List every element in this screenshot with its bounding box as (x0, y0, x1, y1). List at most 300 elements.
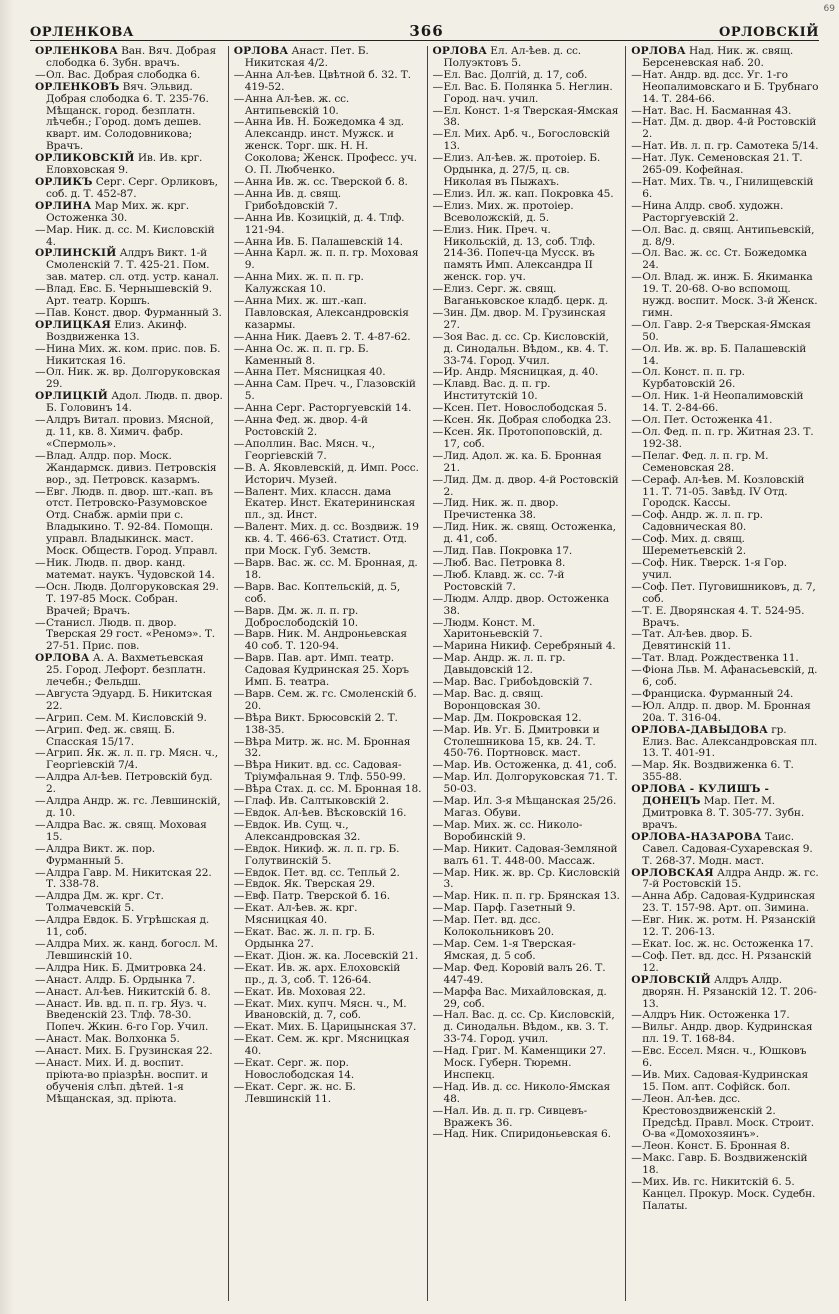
repeat-dash: — (35, 914, 46, 927)
repeat-dash: — (233, 807, 245, 819)
directory-entry (631, 534, 819, 558)
surname-heading: ОРЛОВА (233, 46, 289, 57)
entry-text: Пав. Конст. двор. Фурманный 3. (46, 306, 222, 319)
repeat-dash: — (432, 545, 443, 558)
entry-text: Ив. Ив. крг. Еловховская 9. (46, 152, 203, 177)
entry-text: Мар. Ив. Уг. Б. Дмитровки и Столешникова 15, кв. 24. Т. 450-76. Портновск. маст. (443, 723, 600, 760)
repeat-dash: — (432, 592, 443, 605)
corner-mark: 69 (823, 4, 835, 14)
directory-entry (234, 379, 422, 403)
directory-entry (433, 618, 621, 642)
directory-entry (234, 629, 422, 653)
entry-text: Глаф. Ив. Салтыковскій 2. (244, 795, 389, 808)
directory-entry (631, 701, 819, 725)
entry-text: Тат. Влад. Рождественка 11. (642, 652, 799, 665)
directory-entry (631, 915, 819, 939)
directory-entry (631, 1046, 819, 1070)
entry-text: Ол. Фед. п. п. гр. Житная 23. Т. 192-38. (642, 426, 814, 450)
entry-text: Елиз. Ник. Преч. ч. Никольскій, д. 13, соб. Тлф. 214-36. Попеч-ца Мусск. въ память Имп. Александра II женск. гор. уч. (443, 223, 596, 284)
entry-text: Валент. Мих. классн. дама Екатер. Инст. Екатерининская пл., зд. Инст. (244, 485, 416, 522)
directory-columns (30, 46, 824, 1301)
entry-text: Фіона Льв. М. Афанасьевскій, д. 6, соб. (642, 664, 818, 689)
surname-heading: ОРЛОВА (35, 652, 90, 665)
directory-entry (234, 248, 422, 272)
entry-text: Мар. Ник. д. сс. М. Кисловскій 4. (46, 223, 215, 248)
directory-entry (631, 1177, 819, 1213)
repeat-dash: — (233, 949, 245, 962)
repeat-dash: — (631, 890, 642, 903)
repeat-dash: — (35, 842, 46, 855)
directory-entry (35, 653, 223, 689)
entry-text: Евдок. Як. Тверская 29. (244, 878, 376, 891)
repeat-dash: — (35, 223, 46, 236)
directory-entry (433, 46, 621, 70)
repeat-dash: — (432, 283, 443, 296)
directory-entry (433, 844, 621, 868)
entry-text: Екат. Ив. ж. арх. Елоховскій пр., д. 3, соб. Т. 126-64. (244, 961, 401, 986)
entry-text: В. А. Яковлевскій, д. Имп. Росс. Историч. Музей. (244, 461, 419, 486)
repeat-dash: — (233, 842, 245, 855)
repeat-dash: — (631, 652, 642, 665)
directory-entry (631, 1153, 819, 1177)
repeat-dash: — (35, 306, 46, 319)
directory-entry (631, 510, 819, 534)
repeat-dash: — (432, 711, 443, 724)
repeat-dash: — (233, 652, 245, 665)
entry-text: Мар. Ник. ж. вр. Ср. Кисловскій 3. (443, 866, 621, 891)
entry-text: Людм. Алдр. двор. Остоженка 38. (443, 592, 610, 617)
entry-text: Вяч. Эльвид. Добрая слободка 6. Т. 235-76. Мѣщанск. город. безплатн. лѣчебн.; Город. домъ дешев. кварт. им. Солодовникова; Врачъ. (46, 80, 209, 153)
directory-entry (433, 153, 621, 189)
surname-heading: ОРЛЕНКОВА (35, 46, 118, 57)
repeat-dash: — (432, 771, 443, 784)
entry-text: Серг. Серг. Орликовъ, соб. д. Т. 452-87. (46, 175, 218, 200)
directory-entry (35, 999, 223, 1035)
entry-text: Влад. Алдр. пор. Моск. Жандармск. дивиз. Петровскія вор., зд. Петровск. казармъ. (46, 449, 217, 486)
surname-heading: ОРЛОВСКАЯ (631, 866, 714, 879)
repeat-dash: — (35, 68, 46, 81)
repeat-dash: — (35, 973, 46, 986)
entry-text: Зоя Вас. д. сс. Ср. Кисловскій, д. Синодальн. Вѣдом., кв. 4. Т. 33-74. Город. Учил. (443, 330, 609, 367)
directory-entry (433, 522, 621, 546)
repeat-dash: — (233, 1033, 245, 1046)
entry-text: Вѣра Стах. д. сс. М. Бронная 18. (244, 783, 422, 796)
entry-text: Осн. Людв. Долгоруковская 29. Т. 197-85 Моск. Собран. Врачей; Врачъ. (46, 580, 219, 617)
entry-text: Анна Ос. ж. п. п. гр. Б. Каменный 8. (244, 342, 369, 367)
directory-entry (433, 106, 621, 130)
directory-entry (35, 939, 223, 963)
directory-entry (35, 689, 223, 713)
directory-entry (35, 82, 223, 153)
entry-text: Ник. Людв. п. двор. канд. математ. наукъ. Чудовской 14. (46, 556, 215, 581)
entry-text: Ол. Гавр. 2-я Тверская-Ямская 50. (642, 318, 811, 343)
entry-text: Анна Ив. Козицкій, д. 4. Тлф. 121-94. (244, 211, 405, 236)
entry-text: Ол. Ник. ж. вр. Долгоруковская 29. (46, 366, 221, 391)
directory-entry (433, 129, 621, 153)
directory-entry (35, 1058, 223, 1106)
repeat-dash: — (432, 449, 443, 462)
repeat-dash: — (35, 937, 46, 950)
surname-heading: ОРЛОВСКІЙ (631, 973, 711, 986)
repeat-dash: — (432, 1009, 443, 1022)
repeat-dash: — (432, 795, 443, 808)
entry-text: Вѣра Никит. вд. сс. Садовая-Трiумфальная 9. Тлф. 550-99. (244, 759, 406, 784)
entry-text: Вильг. Андр. двор. Кудринская пл. 19. Т. 168-84. (642, 1021, 813, 1046)
entry-text: Ол. Ник. 1-й Неопалимовскій 14. Т. 2-84-66. (642, 390, 804, 415)
entry-text: Соф. Ник. Тверск. 1-я Гор. учил. (642, 556, 787, 581)
repeat-dash: — (35, 485, 46, 498)
directory-entry (631, 975, 819, 1011)
entry-text: Юл. Алдр. п. двор. М. Бронная 20а. Т. 316-04. (642, 699, 811, 724)
directory-entry (234, 713, 422, 737)
repeat-dash: — (233, 68, 245, 81)
entry-text: Мар. Сем. 1-я Тверская-Ямская, д. 5 соб. (443, 937, 576, 962)
repeat-dash: — (631, 473, 642, 486)
repeat-dash: — (233, 1057, 245, 1070)
entry-text: Варв. Вас. Коптельскій, д. 5, соб. (244, 580, 401, 605)
repeat-dash: — (35, 997, 46, 1010)
directory-entry (433, 498, 621, 522)
repeat-dash: — (35, 283, 46, 296)
directory-entry (35, 618, 223, 654)
entry-text: Ир. Андр. Мясницкая, д. 40. (443, 366, 599, 379)
entry-text: Агрип. Сем. М. Кисловскій 9. (46, 711, 207, 724)
entry-text: Екат. Мих. купч. Мясн. ч., М. Ивановскій, д. 7, соб. (244, 997, 407, 1022)
repeat-dash: — (432, 961, 443, 974)
entry-text: Вѣра Викт. Брюсовскій 2. Т. 138-35. (244, 711, 398, 736)
directory-entry (631, 367, 819, 391)
directory-entry (433, 475, 621, 499)
repeat-dash: — (233, 580, 245, 593)
entry-text: Лид. Пав. Покровка 17. (443, 545, 573, 558)
directory-entry (433, 201, 621, 225)
entry-text: Люб. Клавд. ж. сс. 7-й Ростовскій 7. (443, 568, 565, 593)
surname-heading: ОРЛОВА-НАЗАРОВА (631, 830, 762, 843)
directory-entry (234, 820, 422, 844)
repeat-dash: — (631, 1092, 642, 1105)
scan-edge-shadow (0, 0, 14, 1314)
directory-entry (433, 1106, 621, 1130)
entry-text: Нал. Ив. д. п. гр. Сивцевъ-Вражекъ 36. (443, 1104, 588, 1129)
entry-text: Мар. Пет. М. Дмитровка 8. Т. 305-77. Зубн. врачъ. (642, 795, 805, 831)
entry-text: Ол. Пет. Остоженка 41. (642, 414, 773, 427)
entry-text: Анна Мих. ж. шт.-кап. Павловская, Александровскія казармы. (244, 295, 409, 331)
entry-text: Над. Ник. ж. свящ. Берсеневская наб. 20. (642, 46, 794, 69)
repeat-dash: — (631, 1045, 642, 1058)
repeat-dash: — (233, 247, 245, 260)
repeat-dash: — (631, 1176, 642, 1189)
entry-text: Агрип. Як. ж. л. п. гр. Мясн. ч., Георгіевскій 7/4. (46, 747, 218, 772)
surname-heading: ОРЛОВА - КУЛИШЪ - ДОНЕЦЪ (631, 783, 770, 808)
directory-entry (433, 1082, 621, 1106)
surname-heading: ОРЛЕНКОВЪ (35, 80, 120, 93)
entry-text: Екат. Вас. ж. л. п. гр. Б. Ордынка 27. (244, 926, 375, 950)
directory-entry (433, 225, 621, 285)
directory-entry (433, 1129, 621, 1141)
entry-text: Ксен. Пет. Новослободская 5. (443, 402, 607, 415)
repeat-dash: — (631, 199, 642, 212)
repeat-dash: — (35, 366, 46, 379)
directory-entry (234, 415, 422, 439)
entry-text: Мар. Ник. п. п. гр. Брянская 13. (443, 890, 620, 903)
directory-entry (433, 1046, 621, 1082)
entry-text: Над. Ив. д. сс. Николо-Ямская 48. (443, 1080, 611, 1105)
entry-text: Анна Фед. ж. двор. 4-й Ростовскій 2. (244, 414, 368, 438)
repeat-dash: — (432, 914, 443, 927)
directory-entry (631, 629, 819, 653)
entry-text: Тат. Ал-ѣев. двор. Б. Девятинскій 11. (642, 628, 753, 653)
repeat-dash: — (631, 1009, 642, 1022)
entry-text: Варв. Дм. ж. л. п. гр. Доброслободскій 10. (244, 604, 359, 629)
entry-text: Ол. Ив. ж. вр. Б. Палашевскій 14. (642, 342, 807, 367)
directory-entry (433, 594, 621, 618)
entry-text: Анна Карл. ж. п. п. гр. Моховая 9. (244, 247, 419, 272)
repeat-dash: — (432, 473, 443, 486)
repeat-dash: — (35, 711, 46, 724)
repeat-dash: — (233, 961, 245, 974)
repeat-dash: — (35, 1057, 46, 1070)
entry-text: Алдръ Алдр. дворян. Н. Рязанскій 12. Т. 206-13. (642, 973, 817, 1010)
entry-text: Ол. Влад. ж. инж. Б. Якиманка 19. Т. 20-68. О-во вспомощ. нужд. воспит. Моск. 3-й Женск. гимн. (642, 271, 818, 319)
entry-text: Клавд. Вас. д. п. гр. Институтскій 10. (443, 378, 551, 403)
entry-text: Анаст. Ив. вд. п. п. гр. Яуз. ч. Введенскій 23. Тлф. 78-30. Попеч. Жкин. 6-го Гор. Учил. (46, 997, 209, 1034)
directory-entry (234, 999, 422, 1023)
directory-entry (631, 558, 819, 582)
repeat-dash: — (233, 628, 245, 641)
entry-text: Адол. Людв. п. двор. Б. Головинъ 14. (46, 390, 223, 415)
repeat-dash: — (432, 759, 443, 772)
entry-text: Анна Сам. Преч. ч., Глазовскій 5. (244, 378, 416, 403)
directory-entry (631, 153, 819, 177)
repeat-dash: — (432, 223, 443, 236)
repeat-dash: — (233, 116, 245, 129)
entry-text: Ксен. Як. Протопоповскій, д. 17, соб. (443, 426, 603, 450)
running-head-right: ОРЛОВСКІЙ (719, 25, 819, 40)
entry-text: Ол. Вас. ж. сс. Ст. Божедомка 24. (642, 247, 807, 272)
surname-heading: ОРЛИЦКАЯ (35, 318, 112, 331)
entry-text: Нат. Ив. л. п. гр. Самотека 5/14. (642, 140, 819, 153)
repeat-dash: — (233, 211, 245, 224)
repeat-dash: — (233, 414, 245, 427)
directory-entry (234, 760, 422, 784)
column-2 (229, 46, 428, 1301)
entry-text: Елиз. Мих. ж. протоіер. Всеволожскій, д. 5. (443, 199, 574, 224)
directory-entry (234, 1034, 422, 1058)
entry-text: Алдръ Витал. провиз. Мясной, д. 11, кв. 8. Химич. фабр. «Спермоль». (46, 414, 214, 450)
directory-entry (35, 725, 223, 749)
repeat-dash: — (432, 497, 443, 510)
repeat-dash: — (233, 295, 245, 308)
directory-entry (433, 796, 621, 820)
repeat-dash: — (432, 378, 443, 391)
directory-entry (433, 915, 621, 939)
entry-text: Мар. Вас. Грибоѣдовскій 7. (443, 676, 593, 689)
directory-entry (433, 451, 621, 475)
directory-entry (631, 225, 819, 249)
repeat-dash: — (432, 1080, 443, 1093)
entry-text: Елиз. Серг. ж. свящ. Ваганьковское кладб. церк. д. (443, 283, 608, 308)
repeat-dash: — (35, 747, 46, 760)
entry-text: Анаст. Мих. И. д. воспит. пріюта-во пріазрѣн. воспит. и обученія слѣп. дѣтей. 1-я Мѣщанская, зд. пріюта. (46, 1057, 208, 1105)
repeat-dash: — (233, 402, 245, 415)
entry-text: Над. Григ. М. Каменщики 27. Моск. Губерн. Тюремн. Инспекц. (443, 1045, 606, 1081)
repeat-dash: — (432, 842, 443, 855)
entry-text: Ел. Мих. Арб. ч., Богословскій 13. (443, 128, 610, 153)
repeat-dash: — (233, 711, 245, 724)
surname-heading: ОРЛИЦКІЙ (35, 390, 109, 403)
directory-entry (631, 725, 819, 761)
directory-entry (234, 582, 422, 606)
directory-entry (234, 653, 422, 689)
repeat-dash: — (432, 723, 443, 736)
repeat-dash: — (233, 485, 245, 498)
entry-text: Елиз. Ил. ж. кап. Покровка 45. (443, 187, 614, 200)
entry-text: Екат. Діон. ж. ка. Лосевскій 21. (244, 949, 419, 962)
entry-text: Ол. Конст. п. п. гр. Курбатовскій 26. (642, 366, 745, 391)
repeat-dash: — (631, 604, 642, 617)
repeat-dash: — (432, 866, 443, 879)
column-1 (30, 46, 229, 1301)
surname-heading: ОРЛОВА (631, 46, 686, 57)
repeat-dash: — (432, 306, 443, 319)
directory-entry (234, 487, 422, 523)
directory-entry (35, 796, 223, 820)
repeat-dash: — (233, 175, 245, 188)
entry-text: Нат. Лук. Семеновская 21. Т. 265-09. Кофейная. (642, 152, 803, 177)
entry-text: Зин. Дм. двор. М. Грузинская 27. (443, 306, 606, 331)
entry-text: Анна Абр. Садовая-Кудринская 23. Т. 157-98. Арт. оп. Зимина. (642, 890, 816, 915)
directory-entry (234, 344, 422, 368)
directory-entry (433, 689, 621, 713)
directory-entry (35, 153, 223, 177)
repeat-dash: — (432, 366, 443, 379)
directory-entry (631, 320, 819, 344)
entry-text: Екат. Сем. ж. крг. Мясницкая 40. (244, 1033, 410, 1058)
entry-text: Алдръ Ник. Остоженка 17. (642, 1009, 790, 1022)
directory-entry (234, 927, 422, 951)
entry-text: Мар. Дм. Покровская 12. (443, 711, 582, 724)
directory-entry (433, 987, 621, 1011)
entry-text: Мих. Ив. гс. Никитскій 6. 5. Канцел. Прокур. Моск. Судебн. Палаты. (642, 1176, 816, 1212)
entry-text: Евг. Людв. п. двор. шт.-кап. въ отст. Петровско-Разумовское Отд. Снабж. арміи при с. Владыкино. Т. 92-84. Помощн. управл. Владыкинск. маст. Моск. Обществ. Город. Управл. (46, 485, 218, 558)
entry-text: Ел. Вас. Долгій, д. 17, соб. (443, 68, 588, 81)
repeat-dash: — (432, 652, 443, 665)
entry-text: Франциска. Фурманный 24. (642, 687, 794, 700)
entry-text: Анна Мих. ж. п. п. гр. Калужская 10. (244, 271, 364, 296)
directory-entry (631, 868, 819, 892)
entry-text: Алдра Андр. ж. гс. 7-й Ростовскій 15. (642, 866, 819, 891)
repeat-dash: — (35, 866, 46, 879)
directory-entry (433, 570, 621, 594)
entry-text: Макс. Гавр. Б. Воздвиженскій 18. (642, 1152, 808, 1177)
entry-text: Соф. Пет. вд. дсс. Н. Рязанскій 12. (642, 949, 812, 974)
directory-entry (35, 844, 223, 868)
repeat-dash: — (631, 318, 642, 331)
repeat-dash: — (631, 759, 642, 772)
entry-text: Анна Ник. Даевъ 2. Т. 4-87-62. (244, 330, 411, 343)
entry-text: Нат. Андр. вд. дсс. Уг. 1-го Неопалимовскаго и Б. Трубнаго 14. Т. 284-66. (642, 68, 819, 105)
directory-entry (433, 725, 621, 761)
entry-text: Ван. Вяч. Добрая слободка 6. Зубн. врачъ. (46, 46, 216, 69)
directory-entry (234, 94, 422, 118)
surname-heading: ОРЛОВА-ДАВЫДОВА (631, 723, 768, 736)
entry-text: Мар. Ил. Долгоруковская 71. Т. 50-03. (443, 771, 618, 796)
entry-text: Варв. Вас. ж. сс. М. Бронная, д. 18. (244, 556, 418, 581)
entry-text: Евдок. Ив. Сущ. ч., Александровская 32. (244, 818, 361, 843)
entry-text: Люб. Вас. Петровка 8. (443, 556, 566, 569)
repeat-dash: — (432, 152, 443, 165)
repeat-dash: — (432, 556, 443, 569)
repeat-dash: — (432, 80, 443, 93)
repeat-dash: — (432, 187, 443, 200)
running-head-left: ОРЛЕНКОВА (30, 25, 135, 40)
entry-text: Анна Ив. д. свящ. Грибоѣдовскій 7. (244, 187, 342, 212)
repeat-dash: — (631, 914, 642, 927)
entry-text: Соф. Пет. Пуговишниковъ, д. 7, соб. (642, 580, 816, 605)
repeat-dash: — (631, 937, 642, 950)
directory-entry (631, 451, 819, 475)
repeat-dash: — (233, 378, 245, 391)
entry-text: Ел. Вас. Б. Полянка 5. Неглин. Город. нач. учил. (443, 80, 613, 105)
directory-entry (234, 46, 422, 70)
directory-entry (35, 344, 223, 368)
entry-text: Мар. Парф. Газетный 9. (443, 902, 576, 915)
entry-text: Таис. Савел. Садовая-Сухаревская 9. Т. 268-37. Модн. маст. (642, 830, 813, 867)
directory-entry (234, 606, 422, 630)
entry-text: Алдра Викт. ж. пор. Фурманный 5. (46, 842, 156, 867)
directory-entry (35, 201, 223, 225)
directory-entry (631, 427, 819, 451)
entry-text: Нат. Мих. Тв. ч., Гнилищевскій 6. (642, 175, 814, 200)
entry-text: Августа Эдуард. Б. Никитская 22. (46, 687, 213, 712)
repeat-dash: — (35, 556, 46, 569)
entry-text: Мар. Фед. Коровій валъ 26. Т. 447-49. (443, 961, 606, 986)
repeat-dash: — (631, 509, 642, 522)
repeat-dash: — (432, 1104, 443, 1117)
repeat-dash: — (432, 128, 443, 141)
entry-text: Людм. Конст. М. Харитоньевскій 7. (443, 616, 543, 641)
entry-text: Ел. Конст. 1-я Тверская-Ямская 38. (443, 104, 619, 129)
repeat-dash: — (631, 271, 642, 284)
entry-text: Пелаг. Фед. л. п. гр. М. Семеновская 28. (642, 449, 769, 474)
entry-text: Мар. Никит. Садовая-Земляной валъ 61. Т. 448-00. Массаж. (443, 842, 618, 867)
directory-entry (433, 963, 621, 987)
entry-text: Влад. Евс. Б. Чернышевскій 9. Арт. театр. Коршъ. (46, 283, 212, 308)
entry-text: Евс. Ессел. Мясн. ч., Юшковъ 6. (642, 1045, 807, 1070)
column-3 (428, 46, 627, 1301)
entry-text: Алдръ Викт. 1-й Смоленскій 7. Т. 425-21. Пом. зав. матер. сл. отд. устр. канал. (46, 247, 219, 284)
directory-entry (433, 820, 621, 844)
entry-text: Ив. Мих. Садовая-Кудринская 15. Пом. апт. Софійск. бол. (642, 1068, 809, 1093)
repeat-dash: — (233, 330, 245, 343)
directory-entry (234, 70, 422, 94)
repeat-dash: — (432, 402, 443, 415)
repeat-dash: — (35, 1045, 46, 1058)
directory-entry (433, 284, 621, 308)
directory-entry (234, 439, 422, 463)
entry-text: Алдра Мих. ж. канд. богосл. М. Левшинскій 10. (46, 937, 218, 962)
repeat-dash: — (631, 342, 642, 355)
directory-entry (631, 1070, 819, 1094)
directory-entry (631, 1022, 819, 1046)
repeat-dash: — (631, 247, 642, 260)
repeat-dash: — (35, 890, 46, 903)
repeat-dash: — (233, 735, 245, 748)
directory-entry (35, 582, 223, 618)
repeat-dash: — (432, 104, 443, 117)
directory-entry (631, 475, 819, 511)
repeat-dash: — (631, 949, 642, 962)
